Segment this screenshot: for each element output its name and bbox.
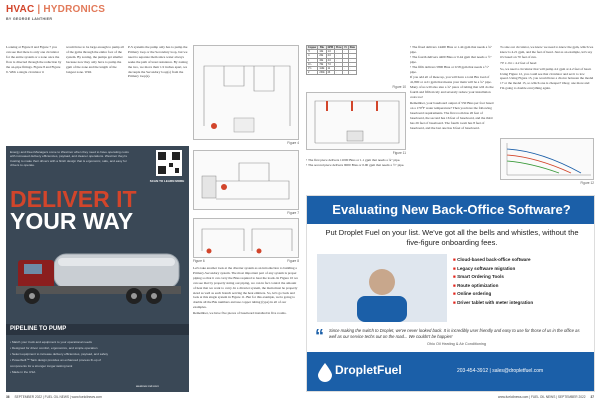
body-column-3b-text: Let's take another look at the diverter system as an introduction to building a Primary-Secondary system. The most important part of any system is proper piping so that it can carry the Btus required to heat the loads. In Figure 10 we can see that by properly sizing our piping, we can in fact control the amount of heat that we want to carry. In a diverter system, the main must be properly sized as well as each branch serving the heat emitters. So, let's go back and look at this single system in Figure 11. But for this example, we're going to double all the Btu numbers and use copper tubing (type) in all of our examples. bbox=[193, 266, 298, 310]
footer-left bbox=[6, 395, 102, 399]
bullet-item: • The first piece delivers 11000 Btus or 1.1 gpm that needs a ¾" pipe. bbox=[306, 158, 406, 163]
figure-7-diagram bbox=[193, 150, 299, 210]
btu-table: Copper Btu GPM Flow Ft Rate ½ 10k 1.0 . . . ¾ 20k 2.0 . . . 1 40k 4.0 . . . 1¼ 70k 7.0 . . . 1½ 110k 11 . . . 2 230k 23 . . . bbox=[308, 46, 355, 75]
truck-ad-url[interactable]: westmor-ind.com bbox=[136, 384, 159, 388]
body-column-5 bbox=[500, 45, 594, 91]
footer-right-text: www.fueloilnews.com | FUEL OIL NEWS | SEPTEMBER 2022 bbox=[498, 395, 586, 399]
boiler-diagram-icon bbox=[194, 151, 300, 211]
body-column-4-text: If you add all of these up, you will have a total Btu load of 41,800 or 4.21 gpm that means your main will be a ¾" pipe. Many of us will also size a ¾" piece of tubing that will do the fourth and fifth nicely and severely reduce your installation costs too! bbox=[410, 75, 494, 100]
quote-mark-icon: “ bbox=[315, 326, 324, 346]
droplet-quote: Since making the switch to Droplet, we've never looked back. It is incredibly user friendly and easy to use for those of us in the office as well as our service techs out on the road... We couldn't be happier! bbox=[329, 328, 580, 339]
droplet-banner: Evaluating New Back-Office Software? bbox=[307, 196, 595, 224]
droplet-footer-bar bbox=[307, 352, 595, 392]
body-column-4a bbox=[306, 158, 406, 168]
figure-7-label: Figure 7 bbox=[287, 211, 299, 215]
truck-ad-bullet: • Designed for driver comfort, ergonomics, and simple operation bbox=[10, 345, 186, 351]
feature-item: ■ Route optimization bbox=[453, 282, 499, 288]
figure-10-table bbox=[306, 45, 406, 85]
bullet-item: • The fifth delivers 5800 Btus or 0.58 gpm that needs a ½" pipe. bbox=[410, 65, 496, 75]
checkbox-icon: ■ bbox=[453, 299, 458, 305]
truck-ad-headline-1: DELIVER IT bbox=[10, 186, 137, 212]
head-formula: 70' x .04 = 4.2 feet of head bbox=[500, 60, 537, 65]
footer-right bbox=[470, 395, 594, 399]
byline: BY GEORGE LANTHIER bbox=[6, 17, 53, 21]
droplet-logo-icon bbox=[317, 362, 333, 382]
piping-diagram-icon bbox=[194, 46, 300, 141]
truck-ad-bullet: • Made in the USA bbox=[10, 369, 186, 375]
section-header: HVAC | HYDRONICS bbox=[6, 4, 106, 15]
truck-ad-bullet: components for a stronger longer-lasting tank bbox=[10, 364, 73, 368]
truck-ad-headline-2: YOUR WAY bbox=[10, 208, 134, 234]
figure-12-pump-curve bbox=[500, 138, 594, 180]
bullet-item: • The fourth delivers 4400 Btus or 0.44 gpm that needs a ½" pipe. bbox=[410, 55, 496, 65]
body-column-2: would have to be large enough to pump all of the gpms through the entire foot of the system. By zoning, the pumps get smaller because now they only have to pump the gpm of the zone and the length of the longest zone. With bbox=[66, 45, 124, 74]
droplet-advertisement bbox=[306, 195, 595, 392]
figure-6-8-diagram bbox=[193, 218, 299, 258]
figure-10-label: Figure 10 bbox=[392, 85, 406, 89]
footer-left-text: SEPTEMBER 2022 | FUEL OIL NEWS | www.fueloilnews.com bbox=[14, 395, 102, 399]
figure-6-label: Figure 6 bbox=[193, 259, 205, 263]
bullet-item: • The second piece delivers 9000 Btus or 0.90 gpm that needs a ½" pipe. bbox=[306, 163, 406, 168]
pump-curve-icon bbox=[501, 139, 595, 181]
feature-item: ■ Legacy software migration bbox=[453, 265, 516, 271]
body-column-4-text2: Remember, your baseboard output of 550 Btus per foot based on a 170°F water temperature? Then you have the following baseboard requirements. The first room has 26 feet of baseboard, the second has 16 feet of baseboard, and the third has 26 feet of baseboard. The fourth room has 8 feet of baseboard, and the last one has 6 feet of baseboard. bbox=[410, 100, 494, 130]
qr-code-icon[interactable] bbox=[156, 150, 182, 176]
body-column-5-text2: So, we need a circulator that will pump 4.2 gpm at 4.2 feet of head. Using Figure 12, you could see that circulator and set it to low speed. Using Figure 13, you would have a choice between the model 17 or the model 15, so which one is cheaper? Okay, one more and I'm going to double everything again. bbox=[500, 66, 594, 91]
figure-11-diagram bbox=[306, 92, 406, 150]
truck-ad-bar: PIPELINE TO PUMP bbox=[6, 324, 189, 335]
figure-4-diagram bbox=[193, 45, 299, 140]
feature-item: ■ Driver tablet with meter integration bbox=[453, 299, 534, 305]
truck-ad-bullets bbox=[10, 339, 186, 375]
body-column-3b bbox=[193, 266, 299, 316]
droplet-logo-text: DropletFuel bbox=[335, 363, 402, 377]
truck-advertisement bbox=[6, 146, 189, 392]
scan-label: SCAN TO LEARN MORE bbox=[149, 179, 185, 183]
truck-ad-bullet: • Powerbuilt™ Tank design provides an enhanced process fit-up of bbox=[10, 357, 186, 363]
body-column-3: P-S systems the pump only has to pump the Primary loop or the Secondary loop, but we need to separate them since water always seeks the path of least resistance. By zoning the two, we move their 1/2 inches apart, we decouple the Secondary loop(s) from the Primary loop(s). bbox=[128, 45, 188, 79]
droplet-person-photo bbox=[317, 254, 447, 322]
checkbox-icon: ■ bbox=[453, 291, 458, 297]
droplet-quote-by: Ohio Oil Heating & Air Conditioning bbox=[426, 342, 487, 346]
feature-item: ■ Cloud-based back-office software bbox=[453, 257, 531, 262]
bullet-item: • The fixed delivers 14400 Btus or 1.44 gpm that needs a ¾" pipe. bbox=[410, 45, 496, 55]
droplet-contact[interactable]: 203-454-3912 | sales@dropletfuel.com bbox=[457, 368, 544, 374]
baseboard-loop-icon bbox=[307, 93, 407, 151]
page-number-right: 37 bbox=[590, 395, 594, 399]
figure-4-label: Figure 4 bbox=[287, 141, 299, 145]
body-column-4 bbox=[410, 45, 496, 130]
checkbox-icon: ■ bbox=[453, 274, 458, 280]
checkbox-icon: ■ bbox=[453, 282, 458, 288]
droplet-features bbox=[453, 256, 591, 308]
feature-item: ■ Online ordering bbox=[453, 291, 492, 297]
truck-ad-intro: Energy and Fleet Managers come to Westmor when they need to have operating costs with increased delivery efficiencies, payload, and cleaner operations. Westmor they're trusting to make their drivers with a finish design that is ergonomic, safe, and easy for drivers to operate. bbox=[10, 150, 129, 168]
body-column-5-text: To size our circulator, we know we need to know the gpm, which we know is 4.21 gpm, and the feet of head. Just as an example, let's say it's based on 70 feet of run. bbox=[500, 45, 594, 59]
truck-ad-bullet: • Match your truck and equipment to your operational needs bbox=[10, 339, 186, 345]
checkbox-icon: ■ bbox=[453, 265, 458, 271]
figure-12-label: Figure 12 bbox=[580, 181, 594, 185]
figure-8-label: Figure 8 bbox=[287, 259, 299, 263]
fuel-truck-image bbox=[14, 236, 184, 316]
figure-11-label: Figure 11 bbox=[392, 151, 406, 155]
checkbox-icon: ■ bbox=[453, 257, 458, 262]
body-column-1: Looking at Figure 6 and Figure 7 you can see that there is only one circulator for the entire system or a zone once the flow is directed through the reduction by the on-pipe fittings. Figure 8 and Figure 9. With a single circulator it bbox=[6, 45, 62, 74]
zone-diagram-icon bbox=[194, 219, 300, 259]
page-number-left: 36 bbox=[6, 395, 10, 399]
truck-ad-bullet: • Select equipment to increase delivery efficiencies, payload, and safety bbox=[10, 351, 186, 357]
feature-item: ■ Smart Ordering Tools bbox=[453, 274, 504, 280]
droplet-lead: Put Droplet Fuel on your list. We've got all the bells and whistles, without the five-figure onboarding fees. bbox=[325, 228, 579, 247]
body-column-3b-text2: Remember, we have five pieces of baseboard installed in five rooms. bbox=[193, 311, 287, 316]
